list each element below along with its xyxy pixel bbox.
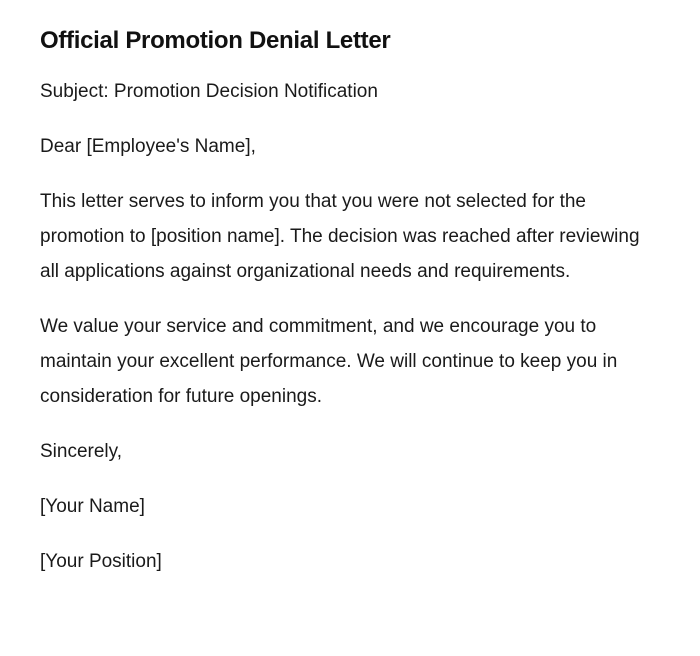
letter-body-paragraph-2: We value your service and commitment, and we encourage you to maintain your excellent performance. We will continue to keep you in consideration for future openings. — [40, 316, 618, 407]
letter-salutation: Dear [Employee's Name], — [40, 136, 256, 157]
signature-position: [Your Position] — [40, 551, 162, 572]
letter-body-paragraph-1: This letter serves to inform you that you were not selected for the promotion to [position name]. The decision was reached after reviewing all applications against organizational needs and requirements. — [40, 191, 640, 282]
letter-title: Official Promotion Denial Letter — [40, 27, 391, 54]
letter-closing: Sincerely, — [40, 441, 123, 462]
letter-subject: Subject: Promotion Decision Notification — [40, 81, 378, 102]
signature-name: [Your Name] — [40, 496, 145, 517]
